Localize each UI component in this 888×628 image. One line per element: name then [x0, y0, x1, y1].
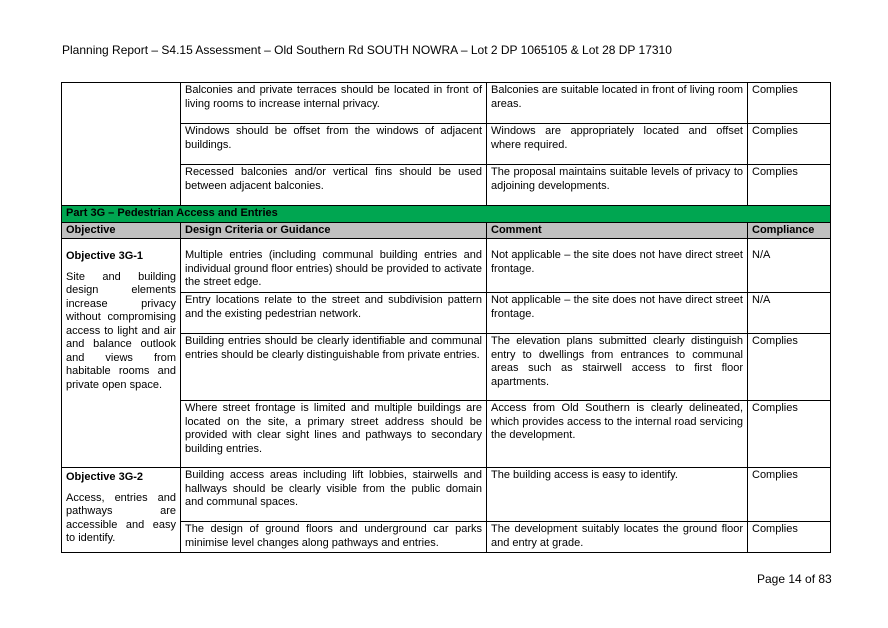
compliance-cell: Complies: [748, 522, 831, 553]
objective-text: Access, entries and pathways are accessible and easy to identify.: [66, 491, 176, 544]
objective-text: Site and building design elements increase privacy without compromising access to light and air and balance outlook and views from habitable rooms and private open space.: [66, 270, 176, 391]
column-header-comment: Comment: [487, 222, 748, 239]
comment-cell: Not applicable – the site does not have direct street frontage.: [487, 293, 748, 334]
objective-cell: [62, 239, 181, 468]
criteria-cell: Windows should be offset from the windows of adjacent buildings.: [181, 124, 487, 165]
criteria-cell: Where street frontage is limited and multiple buildings are located on the site, a primary street address should be provided with clear sight lines and pathways to secondary building entries.: [181, 401, 487, 468]
comment-cell: The building access is easy to identify.: [487, 468, 748, 522]
comment-cell: Access from Old Southern is clearly delineated, which provides access to the internal road servicing the development.: [487, 401, 748, 468]
comment-cell: The elevation plans submitted clearly distinguish entry to dwellings from entrances to communal areas such as stairwell access to first floor apartments.: [487, 334, 748, 401]
comment-cell: The proposal maintains suitable levels of privacy to adjoining developments.: [487, 165, 748, 206]
comment-cell: Balconies are suitable located in front of living room areas.: [487, 83, 748, 124]
compliance-cell: Complies: [748, 468, 831, 522]
page-header: Planning Report – S4.15 Assessment – Old Southern Rd SOUTH NOWRA – Lot 2 DP 1065105 & Lot 28 DP 17310: [62, 43, 672, 57]
criteria-cell: Recessed balconies and/or vertical fins should be used between adjacent balconies.: [181, 165, 487, 206]
compliance-cell: Complies: [748, 165, 831, 206]
part-title: Part 3G – Pedestrian Access and Entries: [62, 206, 831, 223]
criteria-cell: Entry locations relate to the street and subdivision pattern and the existing pedestrian network.: [181, 293, 487, 334]
comment-cell: Not applicable – the site does not have direct street frontage.: [487, 239, 748, 293]
criteria-cell: The design of ground floors and underground car parks minimise level changes along pathways and entries.: [181, 522, 487, 553]
criteria-cell: Multiple entries (including communal building entries and individual ground floor entries) should be provided to activate the street edge.: [181, 239, 487, 293]
table-row: [62, 239, 831, 293]
compliance-cell: Complies: [748, 83, 831, 124]
objective-cell: [62, 468, 181, 553]
part-header-row: [62, 206, 831, 223]
objective-title: Objective 3G-1: [66, 250, 144, 262]
criteria-cell: Building access areas including lift lobbies, stairwells and hallways should be clearly visible from the public domain and communal spaces.: [181, 468, 487, 522]
comment-cell: The development suitably locates the ground floor and entry at grade.: [487, 522, 748, 553]
comment-cell: Windows are appropriately located and offset where required.: [487, 124, 748, 165]
compliance-cell: Complies: [748, 124, 831, 165]
column-header-objective: Objective: [62, 222, 181, 239]
objective-title: Objective 3G-2: [66, 471, 144, 483]
table-row: [62, 83, 831, 124]
compliance-cell: Complies: [748, 334, 831, 401]
compliance-cell: N/A: [748, 239, 831, 293]
table-row: [62, 468, 831, 522]
page-number: Page 14 of 83: [757, 572, 832, 586]
column-header-row: [62, 222, 831, 239]
objective-cell-empty: [62, 83, 181, 206]
compliance-cell: Complies: [748, 401, 831, 468]
compliance-cell: N/A: [748, 293, 831, 334]
criteria-cell: Balconies and private terraces should be located in front of living rooms to increase internal privacy.: [181, 83, 487, 124]
column-header-compliance: Compliance: [748, 222, 831, 239]
column-header-criteria: Design Criteria or Guidance: [181, 222, 487, 239]
criteria-cell: Building entries should be clearly identifiable and communal entries should be clearly distinguishable from private entries.: [181, 334, 487, 401]
assessment-table: [61, 82, 831, 553]
